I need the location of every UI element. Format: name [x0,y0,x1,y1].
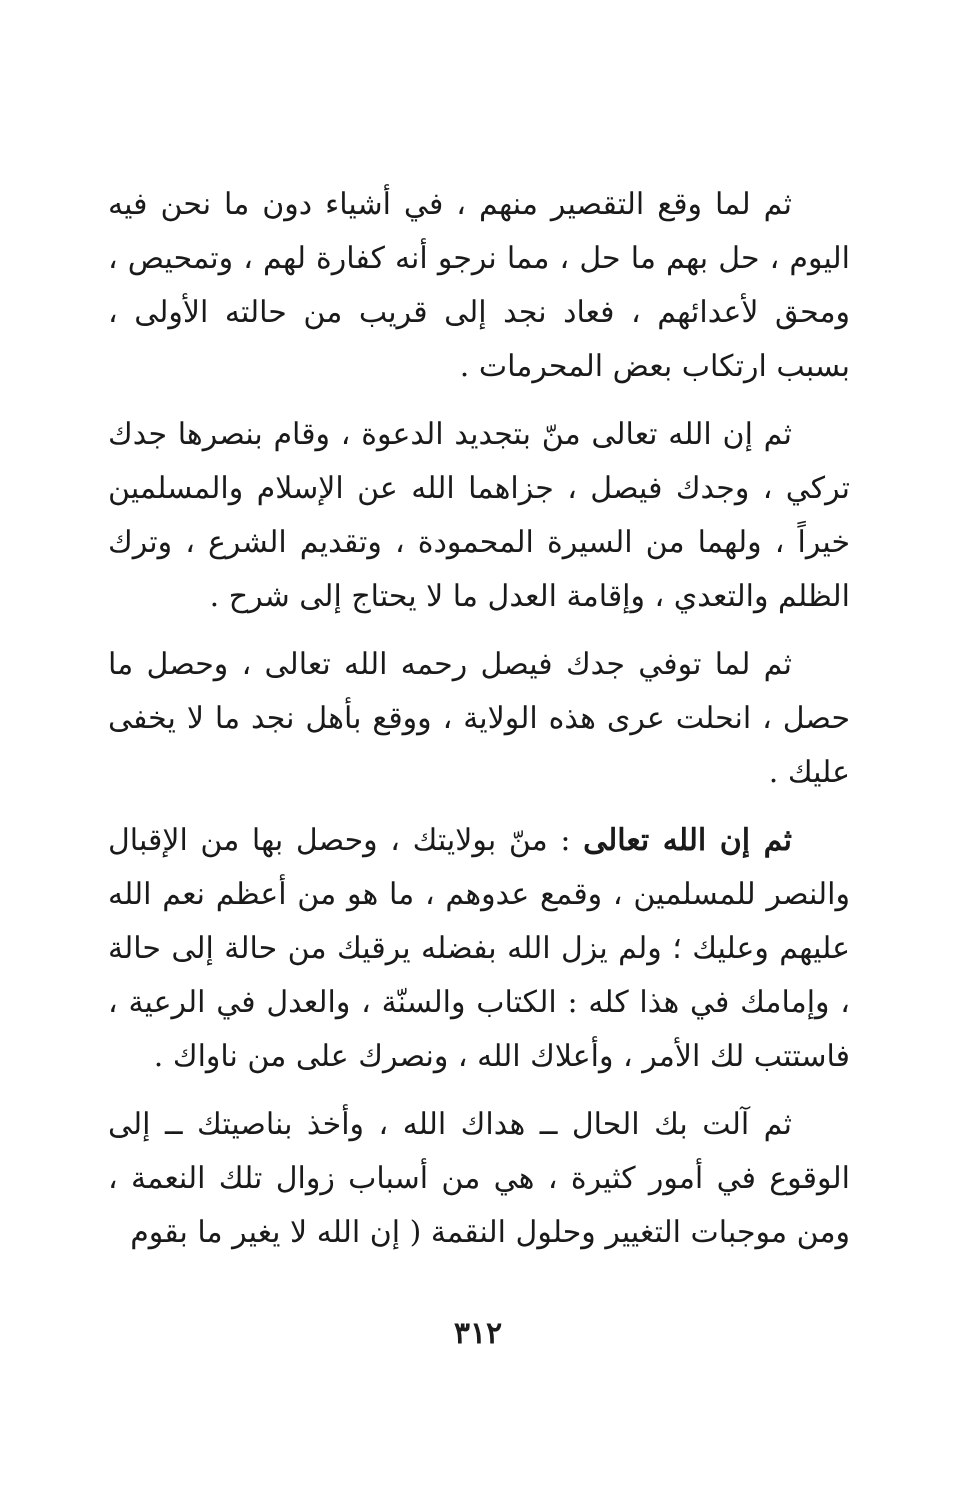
paragraph-3 [108,638,850,800]
paragraph-1 [108,178,850,394]
body-text [108,178,850,1260]
paragraph-5 [108,1098,850,1260]
paragraph-2-text: ثم إن الله تعالى منّ بتجديد الدعوة ، وقام بنصرها جدك تركي ، وجدك فيصل ، جزاهما الله عن الإسلام والمسلمين خيراً ، ولهما من السيرة المحمودة ، وتقديم الشرع ، وترك الظلم والتعدي ، وإقامة العدل ما لا يحتاج إلى شرح . [108,417,850,614]
paragraph-1-text: ثم لما وقع التقصير منهم ، في أشياء دون ما نحن فيه اليوم ، حل بهم ما حل ، مما نرجو أنه كفارة لهم ، وتمحيص ، ومحق لأعدائهم ، فعاد نجد إلى قريب من حالته الأولى ، بسبب ارتكاب بعض المحرمات . [108,187,850,384]
paragraph-3-text: ثم لما توفي جدك فيصل رحمه الله تعالى ، وحصل ما حصل ، انحلت عرى هذه الولاية ، ووقع بأهل نجد ما لا يخفى عليك . [108,647,850,790]
paragraph-4 [108,814,850,1084]
paragraph-4-text: : منّ بولايتك ، وحصل بها من الإقبال والنصر للمسلمين ، وقمع عدوهم ، ما هو من أعظم نعم الله عليهم وعليك ؛ ولم يزل الله بفضله يرقيك من حالة إلى حالة ، وإمامك في هذا كله : الكتاب والسنّة ، والعدل في الرعية ، فاستتب لك الأمر ، وأعلاك الله ، ونصرك على من ناواك . [108,823,850,1074]
paragraph-4-lead: ثم إن الله تعالى [583,823,792,858]
paragraph-5-text: ثم آلت بك الحال ــ هداك الله ، وأخذ بناصيتك ــ إلى الوقوع في أمور كثيرة ، هي من أسباب زوال تلك النعمة ، ومن موجبات التغيير وحلول النقمة ( إن الله لا يغير ما بقوم [108,1107,850,1250]
page-number: ٣١٢ [453,1316,503,1351]
paragraph-2 [108,408,850,624]
